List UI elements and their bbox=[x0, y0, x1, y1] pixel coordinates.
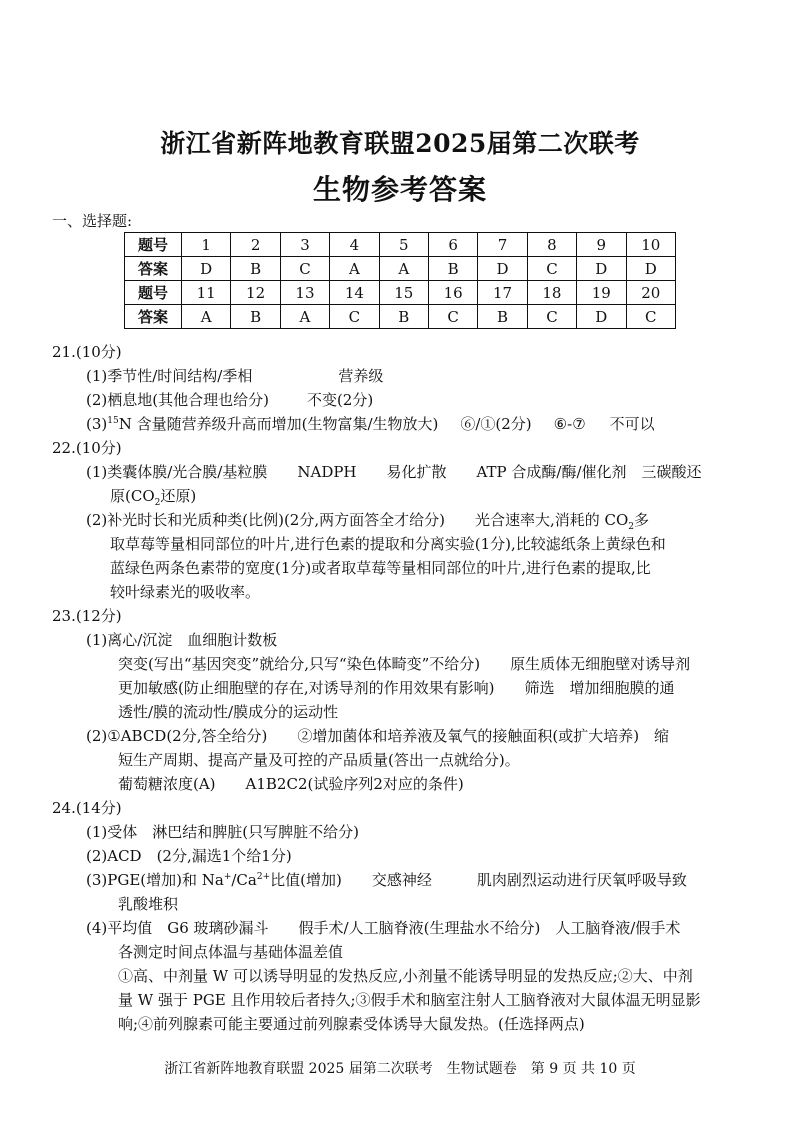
table-cell: 12 bbox=[231, 281, 280, 305]
table-row bbox=[125, 281, 676, 305]
row-head-number: 题号 bbox=[125, 281, 182, 305]
q21-l2a: (2)栖息地(其他合理也给分) bbox=[86, 391, 269, 409]
q23-line-3: 更加敏感(防止细胞壁的存在,对诱导剂的作用效果有影响) 筛选 增加细胞膜的通 bbox=[118, 679, 675, 697]
table-cell: 16 bbox=[428, 281, 477, 305]
q24-line-4: 乳酸堆积 bbox=[118, 895, 179, 913]
q24-plus-sup: + bbox=[223, 872, 232, 882]
q21-heading: 21.(10分) bbox=[52, 343, 122, 361]
q24-line-3 bbox=[86, 868, 752, 892]
table-cell: C bbox=[428, 305, 477, 329]
table-cell: C bbox=[527, 257, 576, 281]
table-cell: D bbox=[577, 257, 626, 281]
q22-line-1: (1)类囊体膜/光合膜/基粒膜 NADPH 易化扩散 ATP 合成酶/酶/催化剂 三碳酸还 bbox=[86, 463, 702, 481]
q21-line-1 bbox=[86, 364, 752, 388]
q23-line-2: 突变(写出“基因突变”就给分,只写“染色体畸变”不给分) 原生质体无细胞壁对诱导剂 bbox=[118, 655, 691, 673]
row-head-number: 题号 bbox=[125, 233, 182, 257]
table-row bbox=[125, 233, 676, 257]
table-cell: C bbox=[626, 305, 675, 329]
q22-line-3 bbox=[86, 508, 752, 532]
table-cell: 20 bbox=[626, 281, 675, 305]
q21-l3a: N 含量随营养级升高而增加(生物富集/生物放大) bbox=[118, 415, 439, 433]
q21-isotope-sup: 15 bbox=[107, 416, 119, 426]
q24-line-7: ①高、中剂量 W 可以诱导明显的发热反应,小剂量不能诱导明显的发热反应;②大、中剂 bbox=[118, 967, 693, 985]
q21-line-2 bbox=[86, 388, 752, 412]
q24-heading: 24.(14分) bbox=[52, 799, 122, 817]
q22-line-4: 取草莓等量相同部位的叶片,进行色素的提取和分离实验(1分),比较滤纸条上黄绿色和 bbox=[110, 535, 666, 553]
q24-l3c: 比值(增加) 交感神经 肌肉剧烈运动进行厌氧呼吸导致 bbox=[270, 871, 687, 889]
q21-l2b: 不变(2分) bbox=[306, 391, 374, 409]
q23-line-4: 透性/膜的流动性/膜成分的运动性 bbox=[118, 703, 339, 721]
table-cell: 2 bbox=[231, 233, 280, 257]
q21-l1b: 营养级 bbox=[338, 367, 384, 385]
q22-line-6: 较叶绿素光的吸收率。 bbox=[110, 583, 261, 601]
q24-line-5: (4)平均值 G6 玻璃砂漏斗 假手术/人工脑脊液(生理盐水不给分) 人工脑脊液/假手术 bbox=[86, 919, 681, 937]
q23-line-1: (1)离心/沉淀 血细胞计数板 bbox=[86, 631, 278, 649]
q24-charge-sup: 2+ bbox=[256, 872, 271, 882]
page-footer: 浙江省新阵地教育联盟 2025 届第二次联考 生物试题卷 第 9 页 共 10 页 bbox=[164, 1061, 636, 1077]
table-cell: 6 bbox=[428, 233, 477, 257]
table-cell: B bbox=[478, 305, 527, 329]
table-cell: D bbox=[577, 305, 626, 329]
table-cell: 4 bbox=[330, 233, 379, 257]
table-cell: B bbox=[231, 305, 280, 329]
table-cell: 10 bbox=[626, 233, 675, 257]
table-cell: 7 bbox=[478, 233, 527, 257]
answer-table bbox=[124, 232, 676, 329]
table-cell: C bbox=[280, 257, 329, 281]
q22-l3-sub: 2 bbox=[628, 522, 635, 532]
q21-l1a: (1)季节性/时间结构/季相 bbox=[86, 367, 253, 385]
q24-line-2: (2)ACD (2分,漏选1个给1分) bbox=[86, 847, 292, 865]
table-cell: A bbox=[379, 257, 428, 281]
q23-heading: 23.(12分) bbox=[52, 607, 122, 625]
section-choice-label: 一、选择题: bbox=[52, 212, 133, 230]
table-cell: 13 bbox=[280, 281, 329, 305]
table-cell: D bbox=[182, 257, 231, 281]
q22-heading: 22.(10分) bbox=[52, 439, 122, 457]
q22-l3b: 多 bbox=[634, 511, 650, 529]
page-subtitle: 生物参考答案 bbox=[312, 173, 487, 206]
q22-l3a: (2)补光时长和光质种类(比例)(2分,两方面答全才给分) 光合速率大,消耗的 CO bbox=[86, 511, 629, 529]
page-title: 浙江省新阵地教育联盟2025届第二次联考 bbox=[160, 129, 640, 158]
table-cell: D bbox=[478, 257, 527, 281]
table-cell: 1 bbox=[182, 233, 231, 257]
row-head-answer: 答案 bbox=[125, 257, 182, 281]
table-cell: 14 bbox=[330, 281, 379, 305]
q21-l3b: ⑥/①(2分) bbox=[460, 415, 532, 433]
table-cell: 15 bbox=[379, 281, 428, 305]
q24-line-6: 各测定时间点体温与基础体温差值 bbox=[118, 943, 344, 961]
row-head-answer: 答案 bbox=[125, 305, 182, 329]
q21-l3d: 不可以 bbox=[609, 415, 655, 433]
table-cell: 17 bbox=[478, 281, 527, 305]
table-cell: 8 bbox=[527, 233, 576, 257]
table-row bbox=[125, 305, 676, 329]
q21-l3-pre: (3) bbox=[86, 415, 108, 433]
q24-line-8: 量 W 强于 PGE 且作用较后者持久;③假手术和脑室注射人工脑脊液对大鼠体温无明显影 bbox=[118, 991, 701, 1009]
q22-l2a: 原(CO bbox=[110, 487, 155, 505]
table-cell: 11 bbox=[182, 281, 231, 305]
q22-l2-sub: 2 bbox=[154, 498, 161, 508]
q22-l2b: 还原) bbox=[160, 487, 197, 505]
table-cell: C bbox=[330, 305, 379, 329]
table-row bbox=[125, 257, 676, 281]
table-cell: B bbox=[428, 257, 477, 281]
q23-line-5: (2)①ABCD(2分,答全给分) ②增加菌体和培养液及氧气的接触面积(或扩大培养) 缩 bbox=[86, 727, 670, 745]
table-cell: 19 bbox=[577, 281, 626, 305]
table-cell: B bbox=[231, 257, 280, 281]
table-cell: A bbox=[330, 257, 379, 281]
table-cell: C bbox=[527, 305, 576, 329]
q22-line-2 bbox=[110, 484, 776, 508]
table-cell: 5 bbox=[379, 233, 428, 257]
q23-line-7: 葡萄糖浓度(A) A1B2C2(试验序列2对应的条件) bbox=[118, 775, 464, 793]
table-cell: B bbox=[379, 305, 428, 329]
table-cell: 18 bbox=[527, 281, 576, 305]
q24-line-9: 响;④前列腺素可能主要通过前列腺素受体诱导大鼠发热。(任选择两点) bbox=[118, 1015, 585, 1033]
q24-l3a: (3)PGE(增加)和 Na bbox=[86, 871, 224, 889]
q24-line-1: (1)受体 淋巴结和脾脏(只写脾脏不给分) bbox=[86, 823, 359, 841]
table-cell: 3 bbox=[280, 233, 329, 257]
q21-l3c: ⑥-⑦ bbox=[553, 415, 586, 433]
q24-l3b: /Ca bbox=[231, 871, 257, 889]
q21-line-3 bbox=[86, 412, 752, 436]
table-cell: 9 bbox=[577, 233, 626, 257]
table-cell: A bbox=[280, 305, 329, 329]
table-cell: A bbox=[182, 305, 231, 329]
q23-line-6: 短生产周期、提高产量及可控的产品质量(答出一点就给分)。 bbox=[118, 751, 520, 769]
table-cell: D bbox=[626, 257, 675, 281]
q22-line-5: 蓝绿色两条色素带的宽度(1分)或者取草莓等量相同部位的叶片,进行色素的提取,比 bbox=[110, 559, 651, 577]
